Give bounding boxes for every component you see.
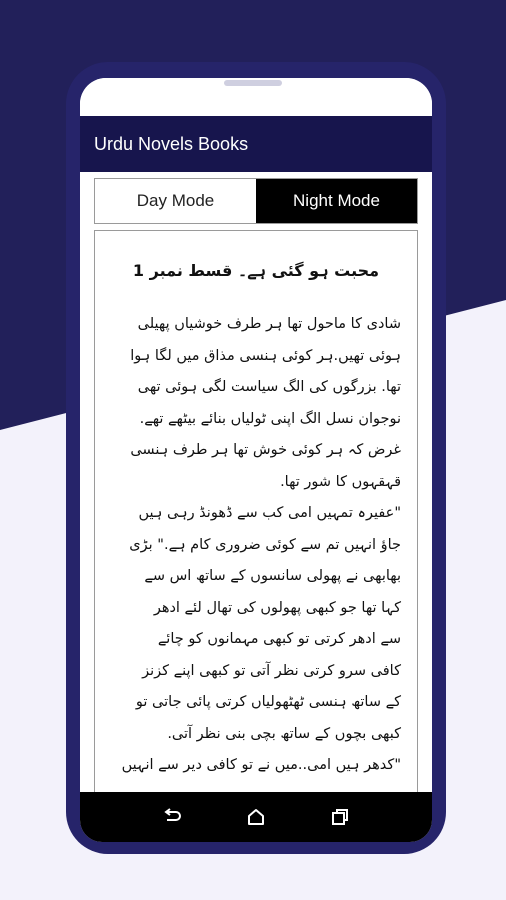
story-line: قہقہوں کا شور تھا. xyxy=(280,473,401,490)
story-line: ہوئی تھیں.ہر کوئی ہنسی مذاق میں لگا ہوا xyxy=(130,347,401,364)
story-line: سے ادھر کرتی تو کبھی مہمانوں کو چائے xyxy=(157,631,401,647)
android-nav-bar xyxy=(80,792,432,842)
story-line: بھابھی نے پھولی سانسوں کے ساتھ اس سے xyxy=(144,568,401,584)
story-line: نوجوان نسل الگ اپنی ٹولیاں بنائے بیٹھے تھے. xyxy=(139,410,401,427)
phone-screen xyxy=(80,78,432,842)
story-text xyxy=(111,309,401,782)
story-line: کافی سرو کرتی نظر آتی تو کبھی اپنے کزنز xyxy=(142,662,401,679)
story-line: غرض کہ ہر کوئی خوش تھا ہر طرف ہنسی xyxy=(130,442,401,458)
recents-icon[interactable] xyxy=(325,802,355,832)
story-line: تھا. بزرگوں کی الگ سیاست لگی ہوئی تھی xyxy=(137,379,401,395)
story-line: کہا تھا جو کبھی پھولوں کی تھال لئے ادھر xyxy=(153,599,401,616)
story-line: کے ساتھ ہنسی ٹھٹھولیاں کرتی پائی جاتی تو xyxy=(135,694,401,710)
story-line: جاؤ انہیں تم سے کوئی ضروری کام ہے." بڑی xyxy=(129,536,401,553)
back-icon[interactable] xyxy=(157,802,187,832)
home-icon[interactable] xyxy=(241,802,271,832)
story-line: شادی کا ماحول تھا ہر طرف خوشیاں پھیلی xyxy=(137,316,401,332)
story-title: محبت ہو گئی ہے۔ قسط نمبر 1 xyxy=(132,261,380,280)
mode-toggle xyxy=(94,178,418,224)
day-mode-button[interactable]: Day Mode xyxy=(95,179,256,223)
app-bar xyxy=(80,116,432,172)
story-line: "عفیرہ تمہیں امی کب سے ڈھونڈ رہی ہیں xyxy=(138,505,401,521)
night-mode-button[interactable]: Night Mode xyxy=(256,179,417,223)
app-title: Urdu Novels Books xyxy=(94,134,249,154)
phone-speaker xyxy=(224,80,282,86)
story-line: "کدھر ہیں امی..میں نے تو کافی دیر سے انہیں xyxy=(121,757,401,773)
story-reader[interactable] xyxy=(94,230,418,830)
content-area xyxy=(80,172,432,792)
story-line: کبھی بچوں کے ساتھ بچی بنی نظر آتی. xyxy=(167,725,401,742)
